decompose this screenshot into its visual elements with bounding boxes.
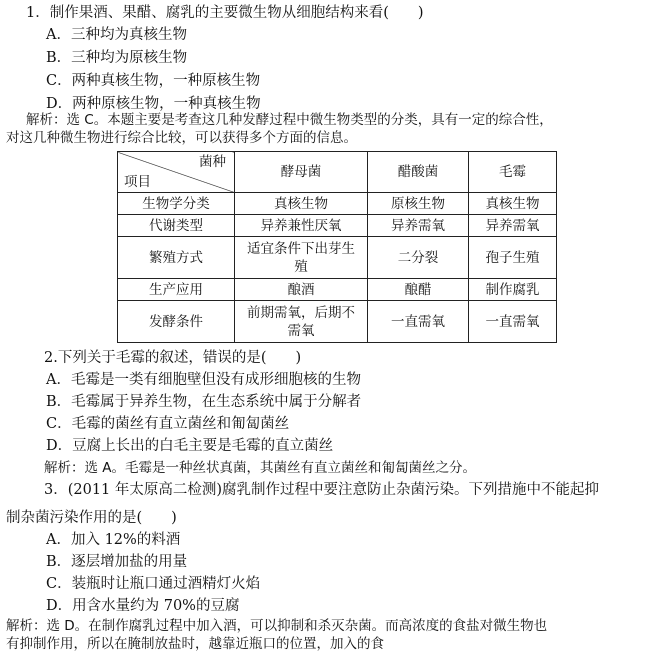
q2-option-d: D．豆腐上长出的白毛主要是毛霉的直立菌丝 <box>46 438 334 454</box>
q2-option-a: A．毛霉是一类有细胞壁但没有成形细胞核的生物 <box>46 372 361 388</box>
question-2-stem: 2.下列关于毛霉的叙述，错误的是( ) <box>44 350 302 366</box>
table-cell: 真核生物 <box>235 193 368 215</box>
table-row <box>118 215 557 237</box>
q1-option-b: B．三种均为原核生物 <box>46 50 188 66</box>
table-cell: 真核生物 <box>469 193 557 215</box>
table-header-cell: 毛霉 <box>469 152 557 193</box>
table-cell: 异养需氧 <box>469 215 557 237</box>
table-row <box>118 301 557 343</box>
table-cell: 原核生物 <box>368 193 469 215</box>
table-row-label: 代谢类型 <box>118 215 235 237</box>
table-row <box>118 193 557 215</box>
q3-option-d: D．用含水量约为 70%的豆腐 <box>46 598 240 614</box>
table-cell: 制作腐乳 <box>469 279 557 301</box>
table-cell: 一直需氧 <box>469 301 557 343</box>
table-row <box>118 279 557 301</box>
q3-option-a: A．加入 12%的料酒 <box>46 532 181 548</box>
table-cell: 适宜条件下出芽生殖 <box>235 237 368 279</box>
microbe-comparison-table <box>117 151 557 343</box>
table-cell: 孢子生殖 <box>469 237 557 279</box>
table-header-row <box>118 152 557 193</box>
q3-option-b: B．逐层增加盐的用量 <box>46 554 188 570</box>
table-row-label: 生产应用 <box>118 279 235 301</box>
q1-explanation-line-1: 解析：选 C。本题主要是考查这几种发酵过程中微生物类型的分类，具有一定的综合性， <box>26 112 553 128</box>
table-cell: 异养需氧 <box>368 215 469 237</box>
q1-explanation-line-2: 对这几种微生物进行综合比较，可以获得多个方面的信息。 <box>6 130 357 146</box>
table-header-cell: 醋酸菌 <box>368 152 469 193</box>
question-1-stem: 1．制作果酒、果醋、腐乳的主要微生物从细胞结构来看( ) <box>26 5 424 21</box>
table-cell: 酿醋 <box>368 279 469 301</box>
corner-label-strain: 菌种 <box>199 154 226 170</box>
q1-option-c: C．两种真核生物，一种原核生物 <box>46 73 261 89</box>
question-3-stem-line-1: 3．(2011 年太原高二检测)腐乳制作过程中要注意防止杂菌污染。下列措施中不能起抑 <box>44 482 600 498</box>
q3-explanation-line-2: 有抑制作用，所以在腌制放盐时，越靠近瓶口的位置，加入的食 <box>6 636 384 652</box>
q2-option-c: C．毛霉的菌丝有直立菌丝和匍匐菌丝 <box>46 416 290 432</box>
table-header-cell: 酵母菌 <box>235 152 368 193</box>
table-row <box>118 237 557 279</box>
table-row-label: 繁殖方式 <box>118 237 235 279</box>
question-3-stem-line-2: 制杂菌污染作用的是( ) <box>6 510 177 526</box>
q1-option-d: D．两种原核生物，一种真核生物 <box>46 96 261 112</box>
table-cell: 二分裂 <box>368 237 469 279</box>
table-cell: 酿酒 <box>235 279 368 301</box>
corner-label-item: 项目 <box>124 174 151 190</box>
table-row-label: 生物学分类 <box>118 193 235 215</box>
table-cell: 异养兼性厌氧 <box>235 215 368 237</box>
table-cell: 前期需氧，后期不需氧 <box>235 301 368 343</box>
q2-option-b: B．毛霉属于异养生物，在生态系统中属于分解者 <box>46 394 362 410</box>
table-corner-cell <box>118 152 235 193</box>
q1-option-a: A．三种均为真核生物 <box>46 27 187 43</box>
q3-option-c: C．装瓶时让瓶口通过酒精灯火焰 <box>46 576 261 592</box>
table-cell: 一直需氧 <box>368 301 469 343</box>
q3-explanation-line-1: 解析：选 D。在制作腐乳过程中加入酒，可以抑制和杀灭杂菌。而高浓度的食盐对微生物也 <box>6 618 548 634</box>
q2-explanation: 解析：选 A。毛霉是一种丝状真菌，其菌丝有直立菌丝和匍匐菌丝之分。 <box>44 460 477 476</box>
table-row-label: 发酵条件 <box>118 301 235 343</box>
